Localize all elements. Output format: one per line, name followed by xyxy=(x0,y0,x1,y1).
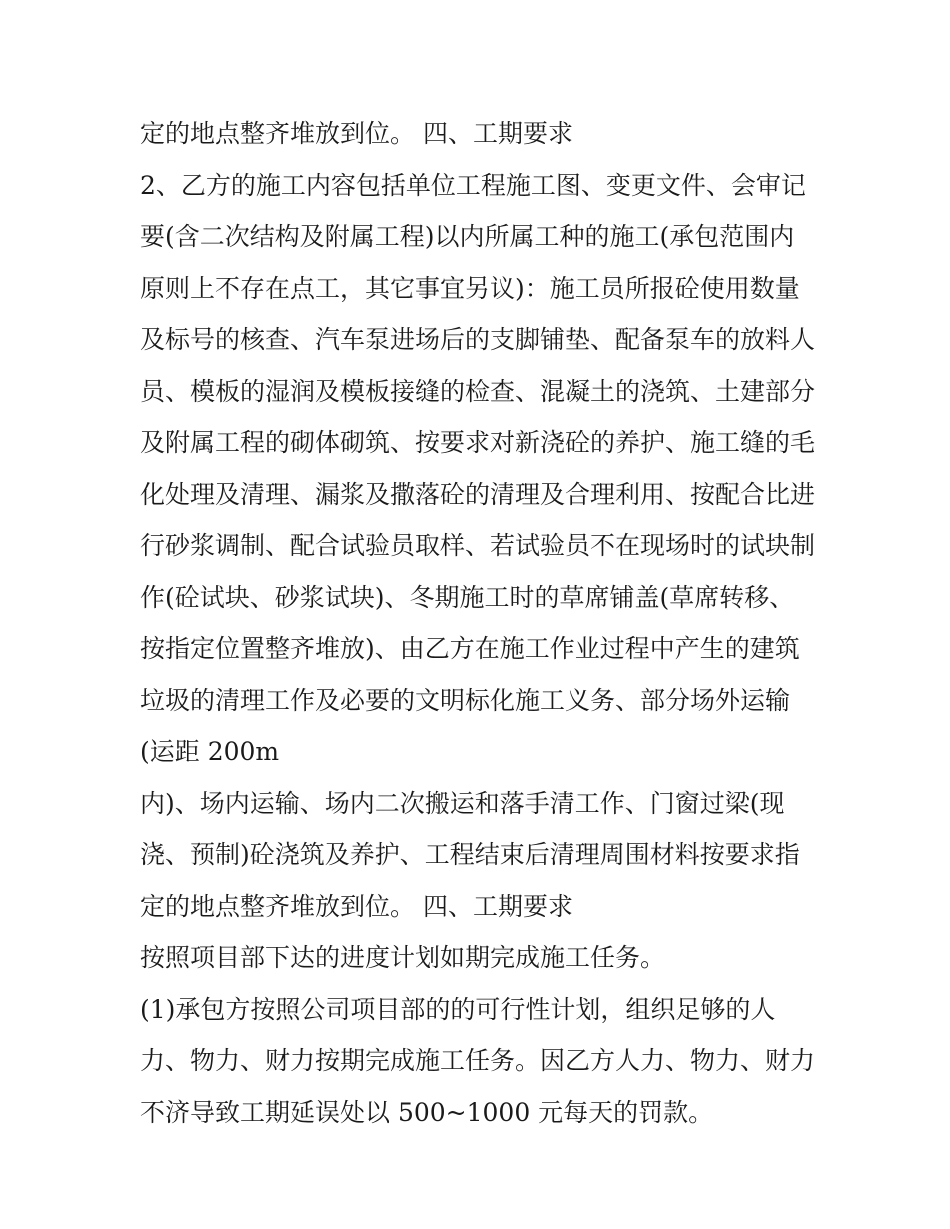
text-line: 垃圾的清理工作及必要的文明标化施工义务、部分场外运输 xyxy=(140,685,791,715)
text-line: 按照项目部下达的进度计划如期完成施工任务。 xyxy=(140,943,666,972)
text-line: 按指定位置整齐堆放)、由乙方在施工作业过程中产生的建筑 xyxy=(140,634,800,663)
text-line: 内)、场内运输、场内二次搬运和落手清工作、门窗过梁(现 xyxy=(140,788,785,818)
text-line: (运距 200m xyxy=(140,737,280,766)
text-line: 作(砼试块、砂浆试块)、冬期施工时的草席铺盖(草席转移、 xyxy=(140,582,795,612)
text-line: 化处理及清理、漏浆及撒落砼的清理及合理利用、按配合比进 xyxy=(140,479,816,509)
document-body xyxy=(140,108,830,1138)
text-line: 力、物力、财力按期完成施工任务。因乙方人力、物力、财力 xyxy=(140,1046,816,1075)
text-line: 行砂浆调制、配合试验员取样、若试验员不在现场时的试块制 xyxy=(140,531,816,560)
text-line: 及附属工程的砌体砌筑、按要求对新浇砼的养护、施工缝的毛 xyxy=(140,428,816,457)
text-line: 浇、预制)砼浇筑及养护、工程结束后清理周围材料按要求指 xyxy=(140,840,800,869)
text-line: 不济导致工期延误处以 500~1000 元每天的罚款。 xyxy=(140,1097,714,1127)
text-line: 原则上不存在点工，其它事宜另议)：施工员所报砼使用数量 xyxy=(140,273,800,303)
text-line: 2、乙方的施工内容包括单位工程施工图、变更文件、会审记 xyxy=(140,170,806,200)
text-line: 定的地点整齐堆放到位。 四、工期要求 xyxy=(140,891,573,921)
text-line: 要(含二次结构及附属工程)以内所属工种的施工(承包范围内 xyxy=(140,222,795,251)
text-line: (1)承包方按照公司项目部的的可行性计划，组织足够的人 xyxy=(140,994,776,1024)
text-line: 员、模板的湿润及模板接缝的检查、混凝土的浇筑、土建部分 xyxy=(140,376,816,406)
text-line: 定的地点整齐堆放到位。 四、工期要求 xyxy=(140,119,573,148)
text-line: 及标号的核查、汽车泵进场后的支脚铺垫、配备泵车的放料人 xyxy=(140,325,816,354)
